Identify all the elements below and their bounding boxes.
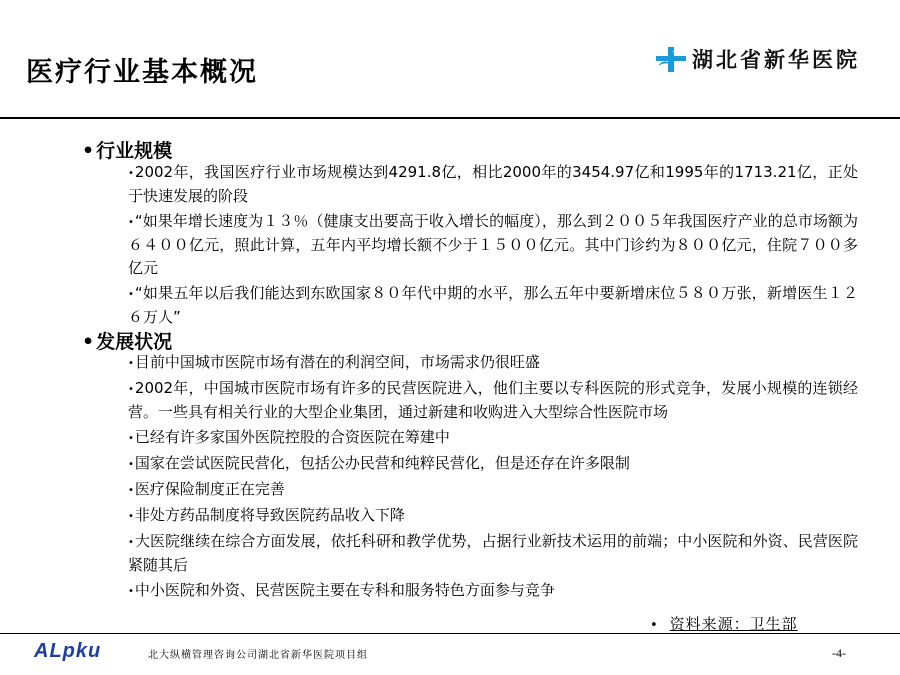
bullet-icon: • xyxy=(82,331,95,353)
list-item: •中小医院和外资、民营医院主要在专科和服务特色方面参与竞争 xyxy=(128,581,555,599)
source-note: • 资料来源：卫生部 xyxy=(650,615,798,633)
cross-bird-logo-icon xyxy=(654,44,688,74)
hospital-logo xyxy=(654,44,860,74)
list-item: •医疗保险制度正在完善 xyxy=(128,480,285,498)
header-divider xyxy=(0,117,900,119)
list-item: •已经有许多家国外医院控股的合资医院在筹建中 xyxy=(128,428,450,446)
footer-text: 北大纵横管理咨询公司湖北省新华医院项目组 xyxy=(148,650,368,661)
section-heading-development: • 发展状况 xyxy=(82,331,173,353)
section-items-development xyxy=(128,351,858,605)
logo-text: 湖北省新华医院 xyxy=(692,48,860,72)
list-item: •“如果年增长速度为１３％（健康支出要高于收入增长的幅度），那么到２００５年我国医疗产业的总市场额为６４００亿元，照此计算，五年内平均增长额不少于１５００亿元。其中门诊约为８００亿元，住院７００多亿元 xyxy=(128,212,858,277)
list-item: •国家在尝试医院民营化，包括公办民营和纯粹民营化，但是还存在许多限制 xyxy=(128,454,630,472)
bullet-icon: • xyxy=(650,618,658,633)
section-items-scale xyxy=(128,161,858,331)
bullet-icon: • xyxy=(82,140,95,162)
list-item: •目前中国城市医院市场有潜在的利润空间，市场需求仍很旺盛 xyxy=(128,353,540,371)
page-title: 医疗行业基本概况 xyxy=(26,57,258,88)
list-item: •2002年，中国城市医院市场有许多的民营医院进入，他们主要以专科医院的形式竞争，发展小规模的连锁经营。一些具有相关行业的大型企业集团，通过新建和收购进入大型综合性医院市场 xyxy=(128,379,858,421)
list-item: •2002年，我国医疗行业市场规模达到4291.8亿，相比2000年的3454.97亿和1995年的1713.21亿，正处于快速发展的阶段 xyxy=(128,163,858,205)
list-item: •“如果五年以后我们能达到东欧国家８０年代中期的水平，那么五年中要新增床位５８０万张，新增医生１２６万人” xyxy=(128,284,858,326)
footer-divider xyxy=(0,633,900,634)
list-item: •非处方药品制度将导致医院药品收入下降 xyxy=(128,506,405,524)
company-logo: ALpku xyxy=(34,640,102,662)
list-item: •大医院继续在综合方面发展，依托科研和教学优势，占据行业新技术运用的前端；中小医院和外资、民营医院紧随其后 xyxy=(128,532,858,574)
page-number: -4- xyxy=(832,646,846,660)
section-heading-scale: • 行业规模 xyxy=(82,140,173,162)
